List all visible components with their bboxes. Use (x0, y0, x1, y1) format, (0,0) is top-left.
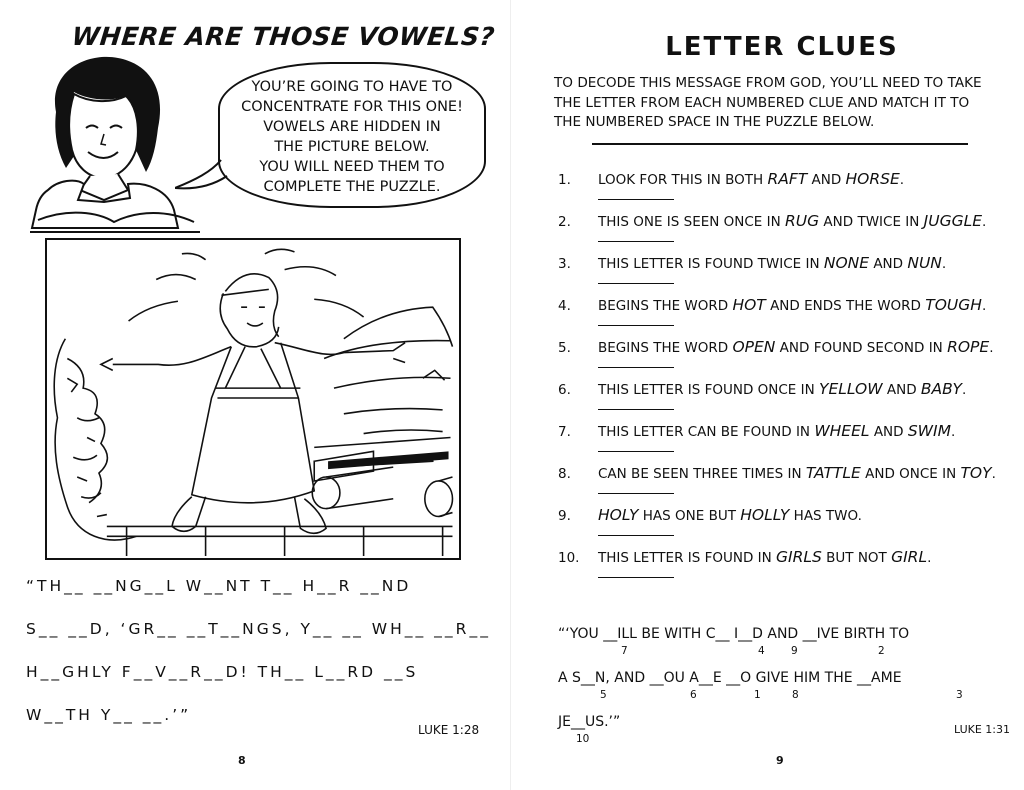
clue-item (558, 546, 1024, 588)
speech-line: THE PICTURE BELOW. (274, 139, 430, 155)
clue-text: THIS ONE IS SEEN ONCE IN RUG AND TWICE IN JUGGLE. (598, 212, 987, 230)
clue-text: LOOK FOR THIS IN BOTH RAFT AND HORSE. (598, 170, 905, 188)
blank-number: 8 (792, 689, 799, 701)
girl-illustration (18, 50, 208, 235)
clue-number: 10. (558, 550, 580, 566)
page-number: 9 (776, 754, 784, 767)
instruction-line: TO DECODE THIS MESSAGE FROM GOD, YOU’LL NEED TO TAKE (554, 75, 982, 91)
angel-picture (45, 238, 461, 560)
clue-item (558, 462, 1024, 504)
angel-illustration (47, 240, 459, 558)
clue-list (558, 168, 1024, 588)
clue-item (558, 168, 1024, 210)
page-number: 8 (238, 754, 246, 767)
speech-line: VOWELS ARE HIDDEN IN (263, 119, 441, 135)
clue-text: BEGINS THE WORD HOT AND ENDS THE WORD TOUGH. (598, 296, 987, 314)
blank-number: 9 (791, 645, 798, 657)
answer-blank[interactable] (598, 535, 674, 536)
speech-line: YOU’RE GOING TO HAVE TO (251, 79, 453, 95)
blank-number: 5 (600, 689, 607, 701)
right-page (512, 0, 1024, 790)
clue-text: THIS LETTER IS FOUND ONCE IN YELLOW AND BABY. (598, 380, 967, 398)
answer-blank[interactable] (598, 283, 674, 284)
clue-number: 2. (558, 214, 571, 230)
blank-number: 2 (878, 645, 885, 657)
decode-line (558, 626, 1014, 670)
decode-puzzle (558, 626, 1014, 758)
clue-text: CAN BE SEEN THREE TIMES IN TATTLE AND ONCE IN TOY. (598, 464, 996, 482)
clue-item (558, 210, 1024, 252)
blank-number: 4 (758, 645, 765, 657)
blank-number: 6 (690, 689, 697, 701)
decode-text: JE__US.’” (558, 714, 621, 730)
instruction-line: THE LETTER FROM EACH NUMBERED CLUE AND MATCH IT TO (554, 94, 970, 111)
answer-blank[interactable] (598, 409, 674, 410)
answer-blank[interactable] (598, 241, 674, 242)
puzzle-line: H__GHLY F__V__R__D! TH__ L__RD __S (26, 663, 419, 681)
clue-number: 8. (558, 466, 571, 482)
clue-number: 3. (558, 256, 571, 272)
answer-blank[interactable] (598, 577, 674, 578)
clue-item (558, 504, 1024, 546)
answer-blank[interactable] (598, 367, 674, 368)
speech-line: CONCENTRATE FOR THIS ONE! (241, 99, 463, 115)
divider-rule (592, 143, 968, 145)
answer-blank[interactable] (598, 199, 674, 200)
clue-number: 7. (558, 424, 571, 440)
clue-number: 9. (558, 508, 571, 524)
decode-text: “‘YOU __ILL BE WITH C__ I__D AND __IVE BIRTH TO (558, 626, 910, 642)
page-title: WHERE ARE THOSE VOWELS? (70, 22, 497, 51)
clue-text: BEGINS THE WORD OPEN AND FOUND SECOND IN ROPE. (598, 338, 994, 356)
clue-text: THIS LETTER CAN BE FOUND IN WHEEL AND SWIM. (598, 422, 956, 440)
answer-blank[interactable] (598, 451, 674, 452)
scripture-reference: LUKE 1:31 (954, 723, 1010, 736)
instructions (554, 74, 1004, 133)
speech-bubble (218, 62, 486, 208)
clue-item (558, 420, 1024, 462)
instruction-line: THE NUMBERED SPACE IN THE PUZZLE BELOW. (554, 114, 875, 130)
decode-text: A S__N, AND __OU A__E __O GIVE HIM THE __AME (558, 670, 902, 686)
blank-number: 3 (956, 689, 963, 701)
blank-number: 10 (576, 733, 590, 745)
clue-text: THIS LETTER IS FOUND IN GIRLS BUT NOT GIRL. (598, 548, 932, 566)
clue-item (558, 252, 1024, 294)
speech-line: COMPLETE THE PUZZLE. (263, 179, 441, 195)
puzzle-line: W__TH Y__ __.’” (26, 706, 192, 724)
clue-item (558, 336, 1024, 378)
clue-number: 5. (558, 340, 571, 356)
decode-line (558, 714, 1014, 758)
speech-line: YOU WILL NEED THEM TO (259, 159, 445, 175)
clue-text: THIS LETTER IS FOUND TWICE IN NONE AND NUN. (598, 254, 947, 272)
clue-number: 6. (558, 382, 571, 398)
blank-number: 1 (754, 689, 761, 701)
decode-line (558, 670, 1014, 714)
page-title: LETTER CLUES (665, 32, 899, 62)
puzzle-line: S__ __D, ‘GR__ __T__NGS, Y__ __ WH__ __R__ (26, 620, 491, 638)
answer-blank[interactable] (598, 325, 674, 326)
answer-blank[interactable] (598, 493, 674, 494)
scripture-reference: LUKE 1:28 (418, 723, 480, 737)
clue-item (558, 378, 1024, 420)
puzzle-line: “TH__ __NG__L W__NT T__ H__R __ND (26, 577, 412, 595)
blank-number: 7 (621, 645, 628, 657)
clue-number: 4. (558, 298, 571, 314)
clue-number: 1. (558, 172, 571, 188)
clue-text: HOLY HAS ONE BUT HOLLY HAS TWO. (598, 506, 862, 524)
clue-item (558, 294, 1024, 336)
